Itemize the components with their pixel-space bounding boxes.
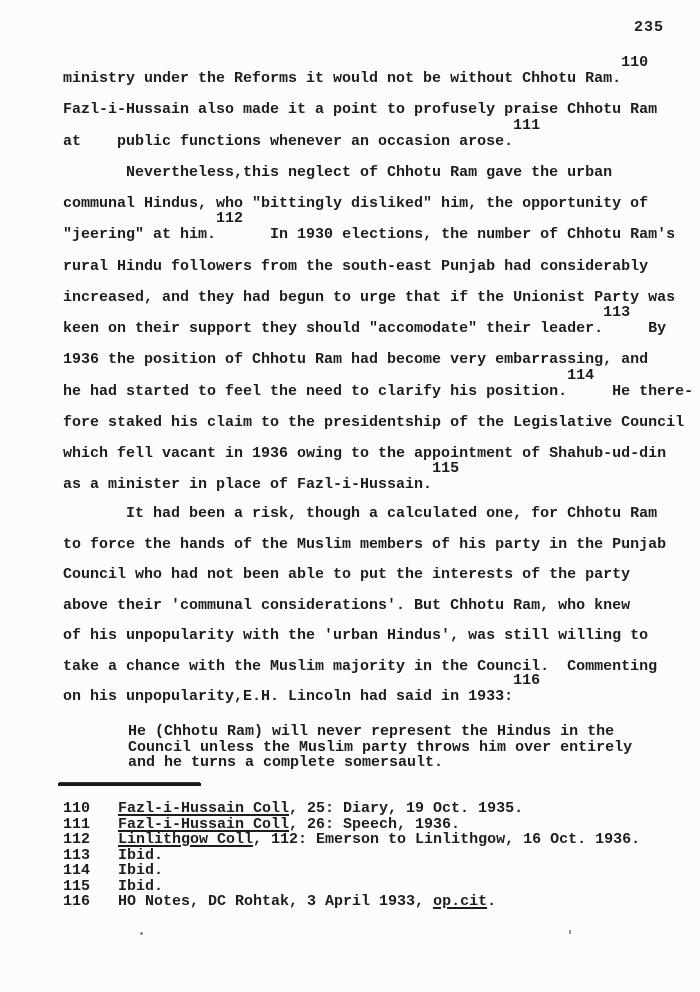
body-line (63, 282, 693, 313)
body-line (63, 188, 693, 219)
quote-line (128, 724, 632, 740)
text-segment: to force the hands of the Muslim members of his party in the Punjab (63, 535, 667, 553)
text-segment: "jeering" at him. (63, 226, 217, 244)
text-segment: fore staked his claim to the presidentship of the Legislative Council (63, 413, 685, 431)
scan-speck (569, 930, 571, 934)
body-line (63, 530, 666, 561)
text-segment: Nevertheless,this neglect of Chhotu Ram gave the urban (63, 163, 613, 181)
footnote-item (63, 879, 640, 895)
body-line (63, 460, 693, 500)
footnote-ref: 110 (621, 54, 649, 71)
footnote-number: 112 (63, 831, 91, 848)
footnote-number: 110 (63, 800, 91, 817)
text-segment: as a minister in place of Fazl-i-Hussain. (63, 476, 433, 494)
body-line (63, 438, 693, 469)
body-line (63, 499, 666, 530)
footnote-ref: 114 (567, 366, 595, 384)
footnote-number: 114 (63, 862, 91, 879)
body-line (63, 652, 666, 683)
underlined-text: Linlithgow Coll (118, 831, 254, 848)
text-segment: 1936 the position of Chhotu Ram had become very embarrassing, and (63, 351, 649, 369)
underlined-text: Fazl-i-Hussain Coll (118, 815, 290, 833)
text-segment: communal Hindus, who "bittingly disliked" him, the opportunity of (63, 195, 649, 212)
footnote-item (63, 801, 640, 817)
footnote-ref: 112 (216, 210, 244, 228)
text-segment: HO Notes, DC Rohtak, 3 April 1933, (118, 893, 434, 910)
block-quote (128, 724, 632, 771)
body-line (63, 210, 693, 250)
body-line (63, 407, 693, 438)
body-paragraphs-2 (63, 499, 666, 713)
text-segment: Council unless the Muslim party throws him over entirely (128, 738, 633, 756)
text-segment: on his unpopularity,E.H. Lincoln had said in 1933: (63, 688, 514, 705)
body-line (63, 591, 666, 622)
footnote-ref: 113 (603, 304, 631, 321)
text-segment: Ibid. (118, 862, 164, 879)
scan-speck (140, 932, 143, 935)
body-line (63, 157, 693, 188)
body-line (63, 560, 666, 591)
text-segment: Council who had not been able to put the interests of the party (63, 566, 631, 583)
page-number: 235 (634, 19, 665, 36)
text-segment: of his unpopularity with the 'urban Hindus', was still willing to (63, 627, 649, 644)
text-segment: increased, and they had begun to urge that if the Unionist Party was (63, 288, 676, 306)
footnote-separator (58, 783, 201, 786)
underlined-text: Fazl-i-Hussain Coll (118, 800, 290, 817)
footnote-item (63, 848, 640, 864)
text-segment: rural Hindu followers from the south-east Punjab had considerably (63, 257, 649, 275)
text-segment: He there- (594, 382, 694, 400)
text-segment: By (630, 320, 667, 337)
text-segment: It had been a risk, though a calculated one, for Chhotu Ram (63, 505, 658, 522)
text-segment: Ibid. (118, 846, 164, 864)
text-segment: He (Chhotu Ram) will never represent the Hindus in the (128, 723, 615, 740)
body-line (63, 304, 693, 344)
footnote-item (63, 817, 640, 833)
text-segment: Fazl-i-Hussain also made it a point to profusely praise Chhotu Ram (63, 101, 658, 119)
text-segment: he had started to feel the need to clarify his position. (63, 382, 568, 400)
footnote-ref: 115 (432, 460, 460, 478)
footnote-ref: 116 (513, 672, 541, 689)
body-line (63, 54, 693, 94)
body-line (63, 116, 693, 157)
body-line (63, 621, 666, 652)
footnote-item (63, 894, 640, 910)
text-segment: keen on their support they should "accomodate" their leader. (63, 320, 604, 337)
quote-line (128, 755, 632, 771)
footnotes-section (63, 801, 640, 910)
footnote-item (63, 832, 640, 848)
text-segment: above their 'communal considerations'. But Chhotu Ram, who knew (63, 596, 631, 614)
underlined-text: op.cit (433, 893, 488, 910)
footnote-number: 115 (63, 877, 91, 895)
text-segment: which fell vacant in 1936 owing to the appointment of Shahub-ud-din (63, 445, 667, 462)
body-line (63, 94, 693, 125)
text-segment: , 25: Diary, 19 Oct. 1935. (289, 800, 524, 817)
body-line (63, 366, 694, 407)
body-paragraphs-1 (63, 54, 694, 501)
footnote-item (63, 863, 640, 879)
footnote-ref: 111 (513, 116, 541, 134)
footnote-number: 111 (63, 815, 91, 833)
text-segment: ministry under the Reforms it would not be without Chhotu Ram. (63, 70, 622, 87)
footnote-number: 113 (63, 846, 91, 864)
body-line (63, 672, 666, 713)
text-segment: and he turns a complete somersault. (128, 754, 444, 771)
body-line (63, 251, 693, 282)
quote-line (128, 740, 632, 756)
text-segment: . (487, 893, 497, 910)
text-segment: take a chance with the Muslim majority in the Council. Commenting (63, 657, 658, 675)
body-line (63, 344, 693, 375)
text-segment: , 112: Emerson to Linlithgow, 16 Oct. 1936. (253, 831, 641, 848)
text-segment: at public functions whenever an occasion arose. (63, 132, 514, 150)
footnote-number: 116 (63, 893, 91, 910)
text-segment: In 1930 elections, the number of Chhotu Ram's (243, 226, 676, 244)
text-segment: Ibid. (118, 877, 164, 895)
text-segment: , 26: Speech, 1936. (289, 815, 461, 833)
